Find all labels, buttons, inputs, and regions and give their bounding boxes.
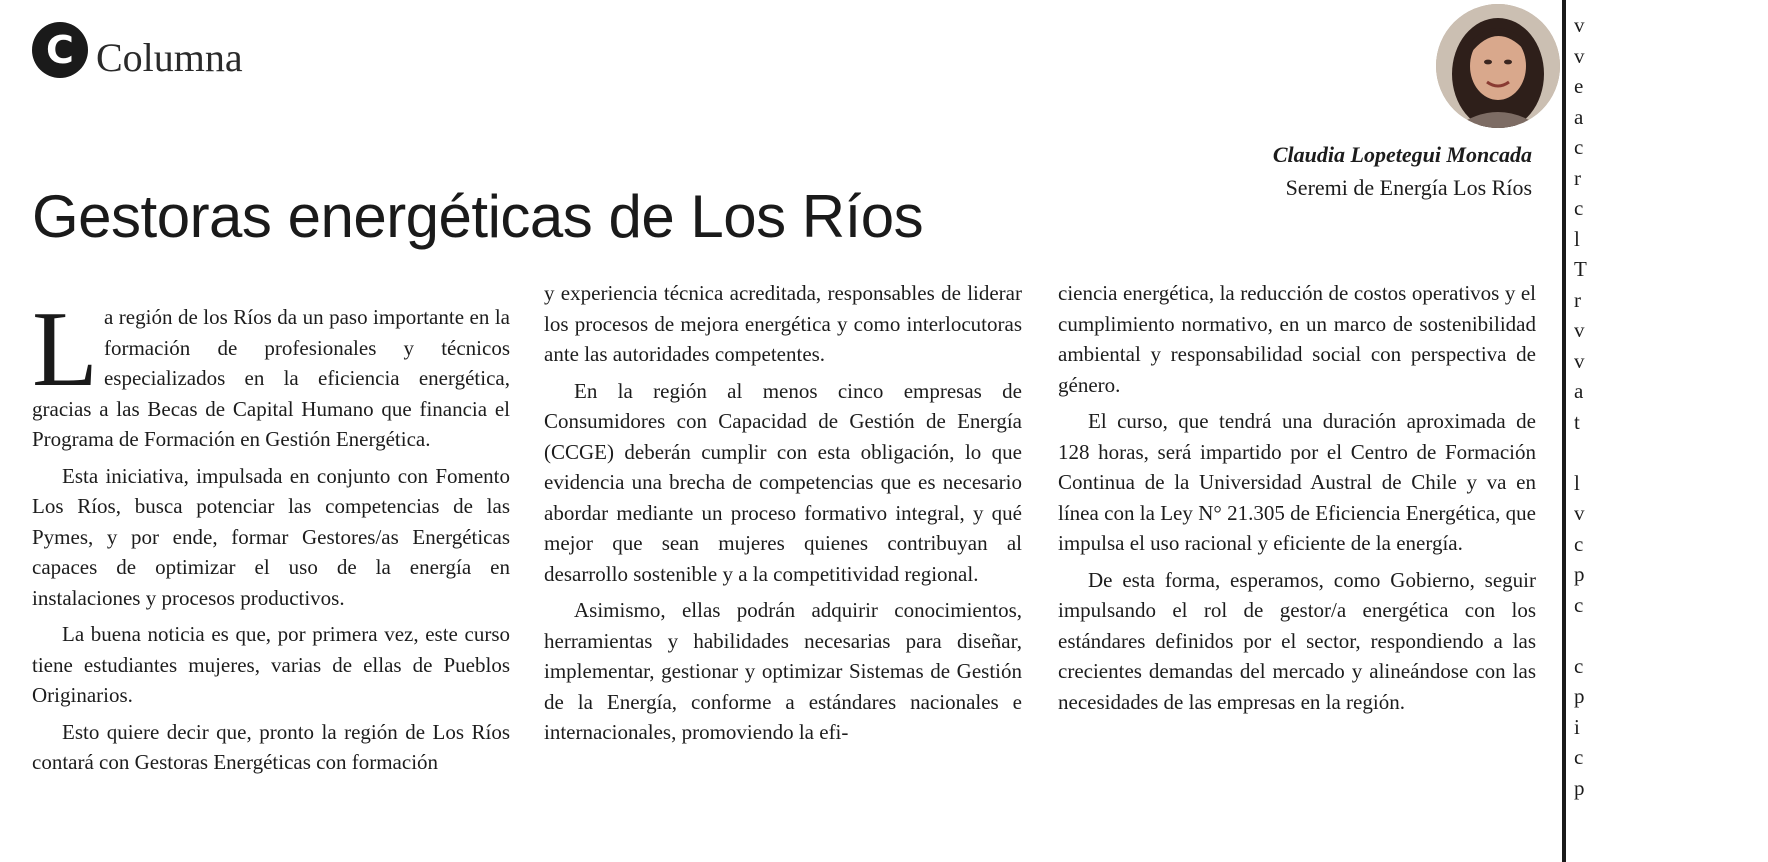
edge-fragment: v	[1574, 501, 1585, 525]
edge-fragment: c	[1574, 196, 1584, 220]
article-paragraph: Esto quiere decir que, pronto la región de Los Ríos contará con Gestoras Energéticas con formación	[32, 719, 510, 774]
article-paragraph: La región de los Ríos da un paso importante en la formación de profesionales y técnicos especializados en la eficiencia energética, gracias a las Becas de Capital Humano que financia el Programa de Formación en Gestión Energética.	[32, 290, 510, 451]
edge-fragment: c	[1574, 745, 1584, 769]
edge-fragment	[1574, 437, 1768, 468]
article-column-2	[544, 278, 1022, 754]
article-paragraph: ciencia energética, la reducción de costos operativos y el cumplimiento normativo, en un marco de sostenibilidad ambiental y responsabilidad social con perspectiva de género.	[1058, 281, 1536, 397]
edge-fragment: c	[1574, 653, 1584, 678]
article-paragraph: La buena noticia es que, por primera vez, este curso tiene estudiantes mujeres, varias de ellas de Pueblos Originarios.	[32, 622, 510, 707]
article-paragraph: En la región al menos cinco empresas de Consumidores con Capacidad de Gestión de Energía (CCGE) deberán cumplir con esta obligación, lo que evidencia una brecha de competencias que es necesario abordar mediante un proceso formativo integral, y qué mejor que sean mujeres quienes contribuyan al desarrollo sostenible y a la competitividad regional.	[544, 378, 1022, 586]
edge-fragment: i	[1574, 714, 1580, 739]
article-paragraph: Esta iniciativa, impulsada en conjunto con Fomento Los Ríos, busca potenciar las competencias de las Pymes, y por ende, formar Gestores/as Energéticas capaces de optimizar el uso de la energía en instalaciones y procesos productivos.	[32, 463, 510, 610]
article-paragraph: El curso, que tendrá una duración aproximada de 128 horas, será impartido por el Centro de Formación Continua de la Universidad Austral de Chile y va en línea con la Ley N° 21.305 de Eficiencia Energética, que impulsa el uso racional y eficiente de la energía.	[1058, 409, 1536, 555]
edge-fragment: v	[1574, 43, 1585, 68]
edge-fragment: r	[1574, 287, 1581, 312]
author-photo	[1436, 4, 1560, 128]
edge-fragment: e	[1574, 74, 1584, 98]
article-paragraph: De esta forma, esperamos, como Gobierno, seguir impulsando el rol de gestor/a energética con los estándares definidos por el sector, respondiendo a las crecientes demandas del mercado y alineándose con las necesidades de las empresas en la región.	[1058, 567, 1536, 714]
edge-fragment: r	[1574, 165, 1581, 190]
edge-fragment: l	[1574, 470, 1580, 495]
edge-fragment: c	[1574, 592, 1584, 617]
edge-fragment: c	[1574, 531, 1584, 556]
edge-fragment: a	[1574, 104, 1584, 129]
article-paragraph: Asimismo, ellas podrán adquirir conocimientos, herramientas y habilidades necesarias para diseñar, implementar, gestionar y optimizar Sistemas de Gestión de la Energía, conforme a estándares nacionales e internacionales, promoviendo la efi-	[544, 598, 1022, 744]
adjacent-article-fragment	[1574, 10, 1768, 803]
drop-cap: L	[32, 290, 98, 409]
article-column-1	[32, 290, 510, 784]
article-column-3	[1058, 278, 1536, 723]
edge-fragment: p	[1574, 684, 1585, 708]
column-divider	[1562, 0, 1566, 862]
edge-fragment: T	[1574, 257, 1587, 281]
edge-fragment: v	[1574, 318, 1585, 342]
edge-fragment: t	[1574, 409, 1580, 434]
article-paragraph: y experiencia técnica acreditada, responsables de liderar los procesos de mejora energética y como interlocutoras ante las autoridades competentes.	[544, 281, 1022, 366]
section-label: Columna	[96, 35, 243, 80]
edge-fragment: v	[1574, 348, 1585, 373]
section-badge: C	[32, 22, 88, 78]
edge-fragment: a	[1574, 379, 1584, 403]
edge-fragment: v	[1574, 13, 1585, 37]
edge-fragment: l	[1574, 226, 1580, 251]
edge-fragment: p	[1574, 775, 1585, 800]
article-headline: Gestoras energéticas de Los Ríos	[32, 183, 924, 250]
edge-fragment: p	[1574, 562, 1585, 586]
edge-fragment: c	[1574, 135, 1584, 159]
author-name: Claudia Lopetegui Moncada	[1272, 142, 1532, 167]
author-role: Seremi de Energía Los Ríos	[1285, 175, 1532, 200]
edge-fragment	[1574, 620, 1768, 651]
